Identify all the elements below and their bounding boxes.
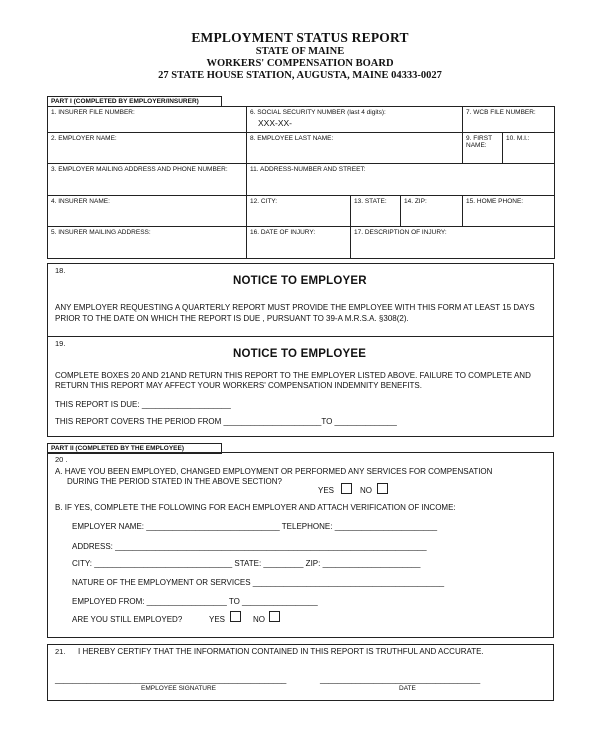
box-20-number: 20 .: [55, 455, 68, 464]
employer-address-field[interactable]: 3. EMPLOYER MAILING ADDRESS AND PHONE NUMBER:: [48, 164, 247, 196]
notice-employee-text-2: RETURN THIS REPORT MAY AFFECT YOUR WORKERS' COMPENSATION INDEMNITY BENEFITS.: [55, 381, 422, 390]
insurer-name-field[interactable]: 4. INSURER NAME:: [48, 196, 247, 227]
notices-divider: [47, 336, 554, 337]
signature-label: EMPLOYEE SIGNATURE: [141, 685, 217, 692]
box-21-number: 21.: [55, 647, 66, 656]
still-employed-yes-checkbox[interactable]: [230, 611, 241, 622]
notice-employee-title: NOTICE TO EMPLOYEE: [233, 348, 367, 360]
still-employed-no-checkbox[interactable]: [269, 611, 280, 622]
insurer-address-field[interactable]: 5. INSURER MAILING ADDRESS:: [48, 227, 247, 259]
insurer-file-number-field[interactable]: 1. INSURER FILE NUMBER:: [48, 107, 247, 133]
employer-name-field[interactable]: 2. EMPLOYER NAME:: [48, 133, 247, 164]
question-a-line-2: DURING THE PERIOD STATED IN THE ABOVE SECTION?: [67, 477, 282, 486]
middle-initial-field[interactable]: 10. M.I.:: [503, 133, 555, 164]
address-line: 27 STATE HOUSE STATION, AUGUSTA, MAINE 04333-0027: [158, 70, 442, 81]
date-line[interactable]: ____________________________________: [320, 675, 481, 684]
address-line-input[interactable]: ADDRESS: ______________________________________________________________________: [72, 542, 427, 551]
still-employed-no-label: NO: [253, 615, 265, 624]
no-label: NO: [360, 486, 372, 495]
date-label: DATE: [399, 685, 416, 692]
part1-grid: [47, 106, 555, 259]
city-state-zip-line[interactable]: CITY: _______________________________ STATE: _________ ZIP: ______________________: [72, 559, 421, 568]
question-b: B. IF YES, COMPLETE THE FOLLOWING FOR EACH EMPLOYER AND ATTACH VERIFICATION OF INCOME:: [55, 503, 456, 512]
employed-from-line[interactable]: EMPLOYED FROM: __________________ TO _________________: [72, 597, 318, 606]
notice-employer-title: NOTICE TO EMPLOYER: [233, 275, 367, 287]
signature-line[interactable]: ____________________________________________________: [55, 675, 287, 684]
ssn-field[interactable]: 6. SOCIAL SECURITY NUMBER (last 4 digits): XXX-XX-: [247, 107, 463, 133]
home-phone-field[interactable]: 15. HOME PHONE:: [463, 196, 555, 227]
first-name-field[interactable]: 9. FIRST NAME:: [463, 133, 503, 164]
yes-label: YES: [318, 486, 335, 495]
question-a-line-1: A. HAVE YOU BEEN EMPLOYED, CHANGED EMPLOYMENT OR PERFORMED ANY SERVICES FOR COMPENSATION: [55, 467, 493, 476]
date-of-injury-field[interactable]: 16. DATE OF INJURY:: [247, 227, 351, 259]
city-field[interactable]: 12. CITY:: [247, 196, 351, 227]
wcb-file-number-field[interactable]: 7. WCB FILE NUMBER:: [463, 107, 555, 133]
injury-description-field[interactable]: 17. DESCRIPTION OF INJURY:: [351, 227, 555, 259]
box-18-number: 18.: [55, 266, 66, 275]
ssn-value: XXX-XX-: [258, 118, 293, 129]
certification-text: I HEREBY CERTIFY THAT THE INFORMATION CONTAINED IN THIS REPORT IS TRUTHFUL AND ACCURATE.: [78, 647, 484, 656]
no-checkbox[interactable]: [377, 483, 388, 494]
state-field[interactable]: 13. STATE:: [351, 196, 401, 227]
employee-address-field[interactable]: 11. ADDRESS-NUMBER AND STREET:: [247, 164, 555, 196]
notice-employer-text-2: PRIOR TO THE DATE ON WHICH THE REPORT IS DUE , PURSUANT TO 39-A M.R.S.A. §308(2).: [55, 314, 409, 323]
zip-field[interactable]: 14. ZIP:: [401, 196, 463, 227]
still-employed-yes-label: YES: [209, 615, 226, 624]
notice-employer-text-1: ANY EMPLOYER REQUESTING A QUARTERLY REPORT MUST PROVIDE THE EMPLOYEE WITH THIS FORM AT LEAST 15 DAYS: [55, 303, 535, 312]
part2-tab: PART II (COMPLETED BY THE EMPLOYEE): [47, 443, 222, 454]
still-employed-question: ARE YOU STILL EMPLOYED?: [72, 615, 183, 624]
employer-name-line[interactable]: EMPLOYER NAME: ______________________________ TELEPHONE: _______________________: [72, 522, 438, 531]
notice-employee-text-1: COMPLETE BOXES 20 AND 21AND RETURN THIS REPORT TO THE EMPLOYER LISTED ABOVE. FAILURE TO COMPLETE AND: [55, 371, 531, 380]
report-due-field[interactable]: THIS REPORT IS DUE: ____________________: [55, 400, 231, 409]
box-19-number: 19.: [55, 339, 66, 348]
form-title: EMPLOYMENT STATUS REPORT: [191, 30, 409, 45]
nature-of-employment-line[interactable]: NATURE OF THE EMPLOYMENT OR SERVICES ___________________________________________: [72, 578, 445, 587]
board-line: WORKERS' COMPENSATION BOARD: [206, 58, 394, 69]
state-line: STATE OF MAINE: [255, 46, 345, 57]
yes-checkbox[interactable]: [341, 483, 352, 494]
part1-tab: PART I (COMPLETED BY EMPLOYER/INSURER): [47, 96, 222, 107]
report-period-field[interactable]: THIS REPORT COVERS THE PERIOD FROM ______________________TO ______________: [55, 417, 397, 426]
employee-last-name-field[interactable]: 8. EMPLOYEE LAST NAME:: [247, 133, 463, 164]
